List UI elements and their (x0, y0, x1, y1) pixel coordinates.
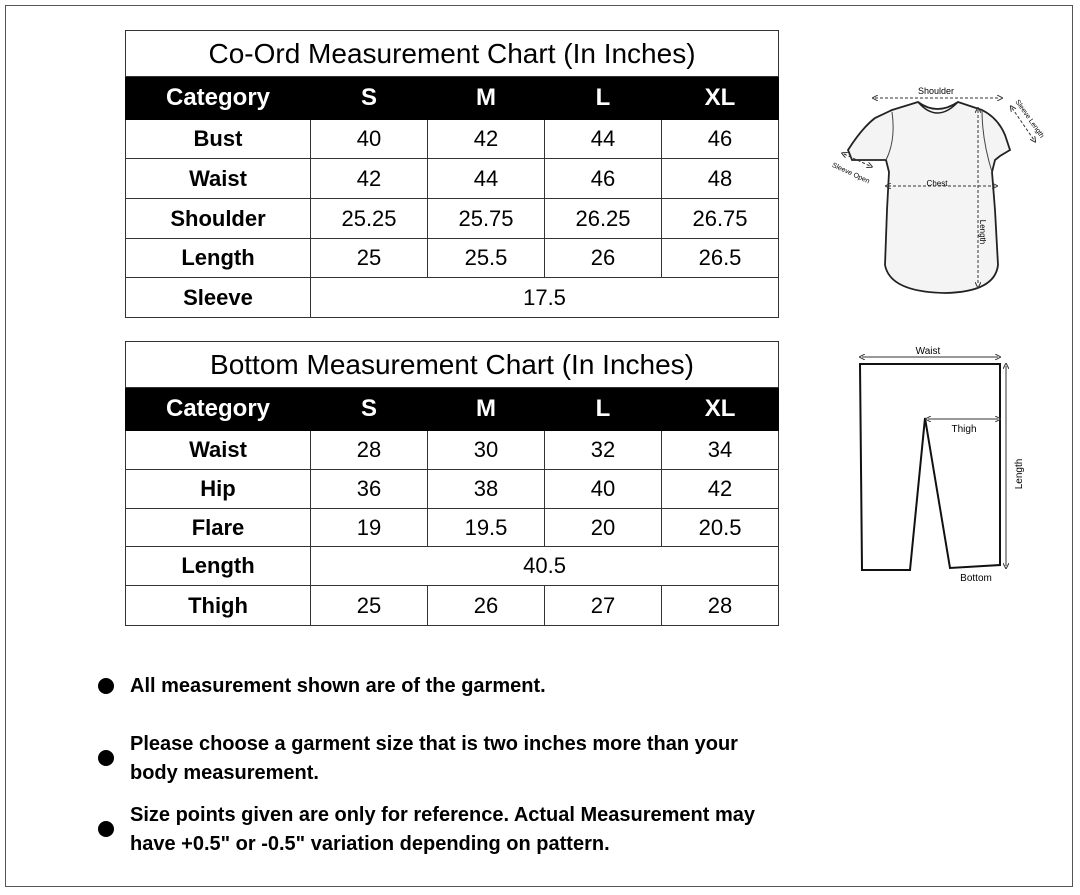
note-text: Size points given are only for reference. Actual Measurement may have +0.5" or -0.5" variation depending on pattern. (130, 804, 756, 855)
coord-table-title: Co-Ord Measurement Chart (In Inches) (126, 31, 779, 77)
tshirt-diagram (830, 80, 1060, 300)
table-cell: 26.5 (662, 239, 779, 278)
header-size-s: S (311, 77, 428, 120)
header-category: Category (126, 388, 311, 431)
table-cell: 46 (662, 120, 779, 159)
bottom-table-title: Bottom Measurement Chart (In Inches) (126, 342, 779, 388)
sleeve-length-label: Sleeve Length (1013, 98, 1045, 140)
length-label: Length (1014, 458, 1025, 490)
row-label-hip: Hip (126, 470, 311, 509)
table-cell: 25 (311, 586, 428, 626)
table-cell: 44 (545, 120, 662, 159)
table-row (126, 547, 779, 586)
table-row (126, 199, 779, 239)
table-row (126, 120, 779, 159)
thigh-label: Thigh (951, 424, 977, 435)
table-cell: 20 (545, 509, 662, 547)
coord-measurement-table (125, 30, 779, 318)
table-row (126, 586, 779, 626)
merged-cell: 17.5 (311, 278, 779, 318)
table-cell: 26.75 (662, 199, 779, 239)
header-category: Category (126, 77, 311, 120)
row-label-length: Length (126, 239, 311, 278)
table-cell: 19.5 (428, 509, 545, 547)
header-size-l: L (545, 77, 662, 120)
table-cell: 28 (662, 586, 779, 626)
chest-label: Chest (926, 179, 948, 188)
table-row (126, 278, 779, 318)
table-cell: 44 (428, 159, 545, 199)
table-cell: 19 (311, 509, 428, 547)
table-cell: 32 (545, 431, 662, 470)
shoulder-label: Shoulder (917, 86, 955, 96)
bullet-icon (98, 821, 114, 837)
table-cell: 28 (311, 431, 428, 470)
header-size-s: S (311, 388, 428, 431)
table-cell: 42 (662, 470, 779, 509)
header-size-m: M (428, 77, 545, 120)
row-label-bust: Bust (126, 120, 311, 159)
header-size-m: M (428, 388, 545, 431)
table-row (126, 159, 779, 199)
bullet-icon (98, 750, 114, 766)
pants-outline (860, 364, 1000, 570)
table-cell: 34 (662, 431, 779, 470)
list-item (98, 730, 770, 788)
table-cell: 42 (428, 120, 545, 159)
table-cell: 20.5 (662, 509, 779, 547)
table-cell: 27 (545, 586, 662, 626)
table-cell: 26.25 (545, 199, 662, 239)
table-row (126, 239, 779, 278)
table-row (126, 431, 779, 470)
list-item (98, 672, 770, 701)
header-size-xl: XL (662, 388, 779, 431)
table-cell: 38 (428, 470, 545, 509)
note-text: Please choose a garment size that is two inches more than your body measurement. (130, 733, 738, 784)
table-cell: 36 (311, 470, 428, 509)
row-label-waist: Waist (126, 431, 311, 470)
table-cell: 25 (311, 239, 428, 278)
table-cell: 42 (311, 159, 428, 199)
table-cell: 48 (662, 159, 779, 199)
table-row (126, 509, 779, 547)
table-row (126, 470, 779, 509)
waist-label: Waist (915, 346, 941, 357)
table-cell: 25.25 (311, 199, 428, 239)
table-cell: 26 (545, 239, 662, 278)
row-label-length: Length (126, 547, 311, 586)
row-label-flare: Flare (126, 509, 311, 547)
row-label-thigh: Thigh (126, 586, 311, 626)
table-cell: 40 (545, 470, 662, 509)
table-cell: 25.75 (428, 199, 545, 239)
row-label-shoulder: Shoulder (126, 199, 311, 239)
bullet-icon (98, 678, 114, 694)
table-cell: 30 (428, 431, 545, 470)
row-label-sleeve: Sleeve (126, 278, 311, 318)
header-size-l: L (545, 388, 662, 431)
bottom-label: Bottom (960, 573, 992, 584)
list-item (98, 801, 770, 859)
table-cell: 46 (545, 159, 662, 199)
table-cell: 26 (428, 586, 545, 626)
header-size-xl: XL (662, 77, 779, 120)
length-label: Length (978, 219, 987, 245)
note-text: All measurement shown are of the garment. (130, 675, 546, 697)
merged-cell: 40.5 (311, 547, 779, 586)
table-cell: 25.5 (428, 239, 545, 278)
tshirt-outline (848, 102, 1010, 293)
bottom-measurement-table (125, 341, 779, 626)
table-cell: 40 (311, 120, 428, 159)
row-label-waist: Waist (126, 159, 311, 199)
pants-diagram (850, 340, 1040, 585)
sleeve-open-label: Sleeve Open (830, 161, 871, 186)
